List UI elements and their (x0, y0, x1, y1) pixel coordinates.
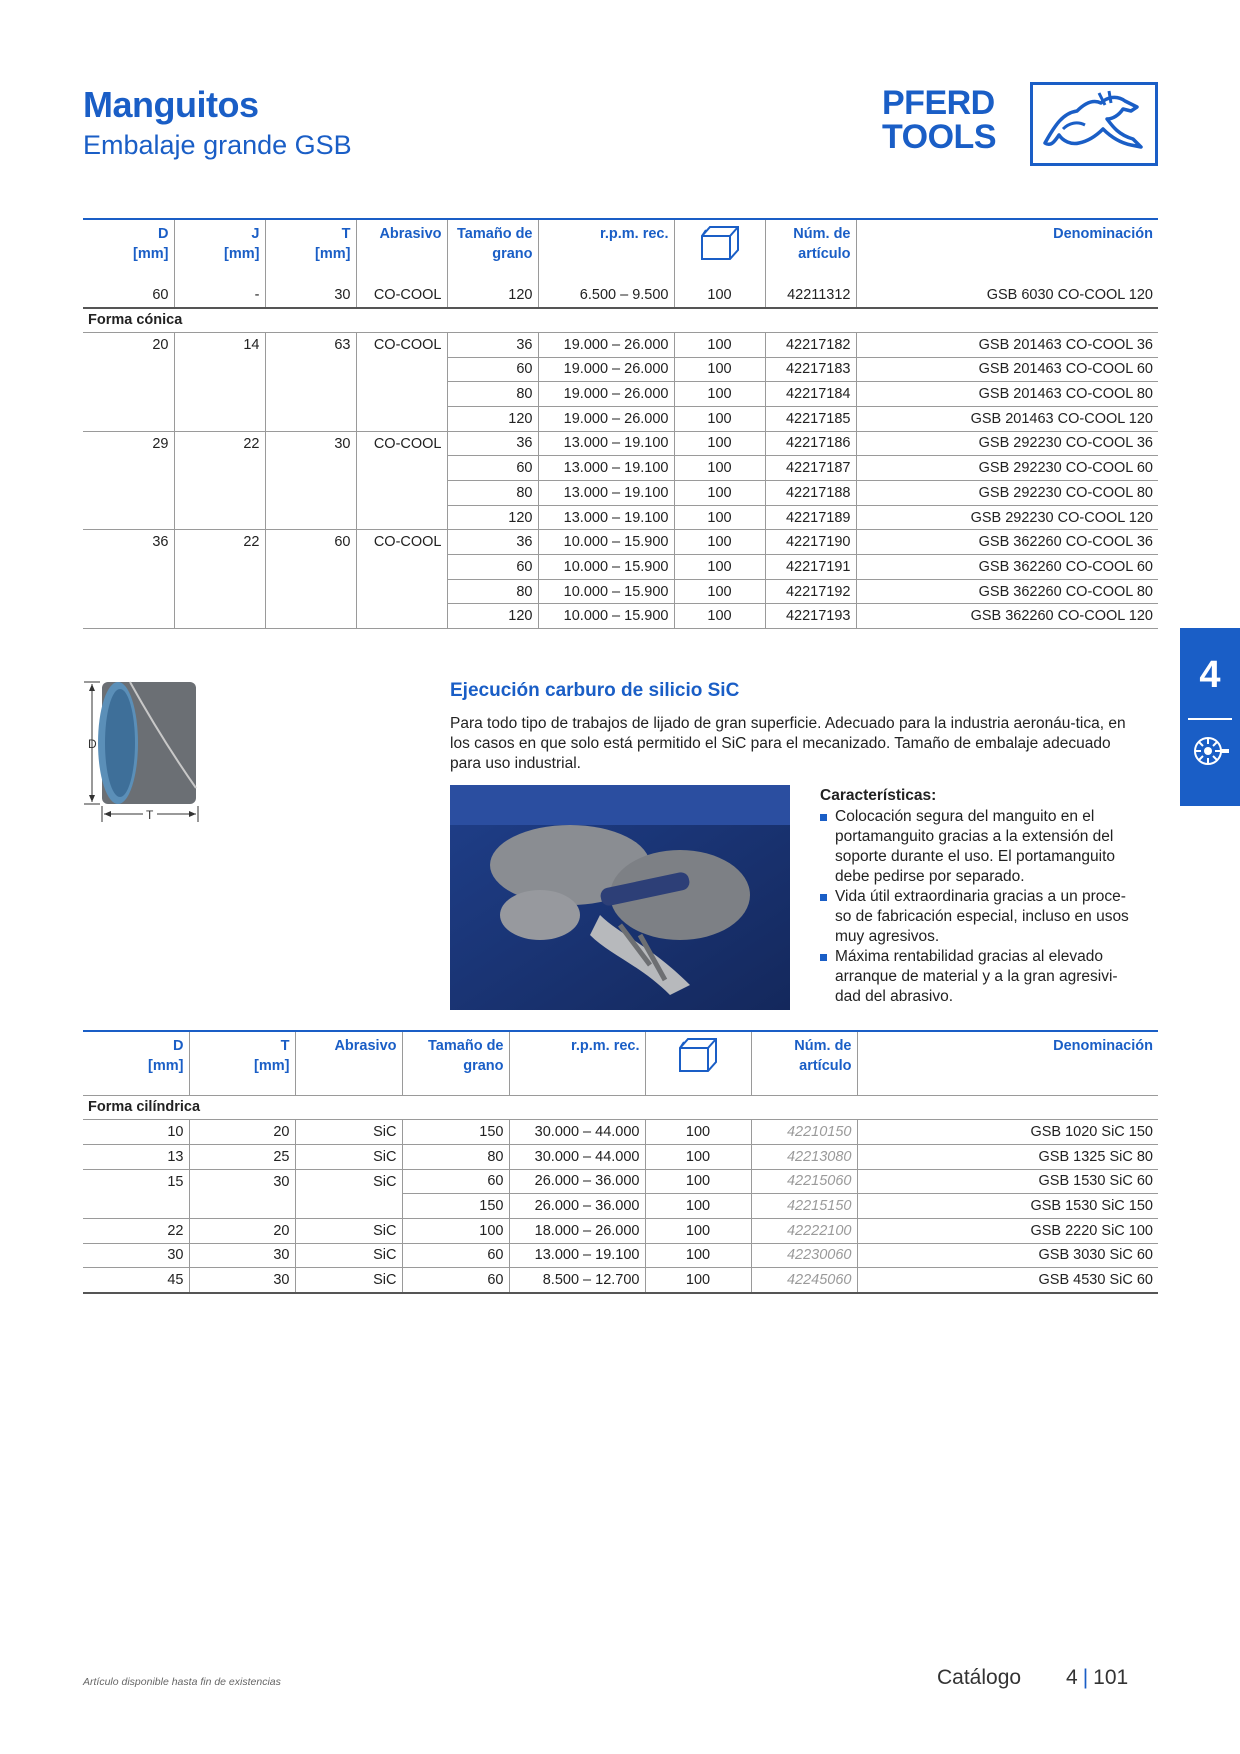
cell-rpm: 13.000 – 19.100 (538, 505, 674, 530)
col-num: Núm. de artículo (765, 219, 856, 283)
cell-rpm: 19.000 – 26.000 (538, 332, 674, 357)
cell-grano: 36 (447, 332, 538, 357)
cell-denom: GSB 4530 SiC 60 (857, 1268, 1158, 1293)
cell-d: 60 (83, 283, 174, 308)
cell-article: 42217184 (765, 382, 856, 407)
cell-j (174, 357, 265, 382)
cell-pack: 100 (674, 332, 765, 357)
cell-grano: 60 (402, 1243, 509, 1268)
col-denom: Denominación (1053, 226, 1153, 242)
cell-abrasivo (356, 604, 447, 629)
cell-abrasivo (356, 579, 447, 604)
cell-denom: GSB 362260 CO-COOL 60 (856, 555, 1158, 580)
cell-grano: 80 (447, 481, 538, 506)
cell-d (83, 357, 174, 382)
cell-article: 42217191 (765, 555, 856, 580)
cell-j (174, 505, 265, 530)
cell-article: 42217185 (765, 406, 856, 431)
cell-article: 42245060 (751, 1268, 857, 1293)
table-row (83, 456, 1158, 481)
cell-pack: 100 (674, 530, 765, 555)
cell-denom: GSB 2220 SiC 100 (857, 1218, 1158, 1243)
table-row (83, 579, 1158, 604)
cell-article: 42217193 (765, 604, 856, 629)
col-denom: Denominación (1053, 1038, 1153, 1054)
col-num: Núm. de artículo (751, 1031, 857, 1095)
cell-d (83, 382, 174, 407)
cell-j (174, 579, 265, 604)
cell-grano: 120 (447, 406, 538, 431)
cell-abrasivo: SiC (295, 1268, 402, 1293)
logo-text: PFERD TOOLS (882, 84, 996, 156)
cell-j: - (174, 283, 265, 308)
cell-denom: GSB 201463 CO-COOL 36 (856, 332, 1158, 357)
cell-d: 36 (83, 530, 174, 555)
cell-grano: 60 (402, 1268, 509, 1293)
col-d: D [mm] (83, 1031, 189, 1095)
cell-pack: 100 (645, 1144, 751, 1169)
section-row (83, 1095, 1158, 1120)
cell-article: 42217187 (765, 456, 856, 481)
svg-text:T: T (146, 808, 154, 822)
cell-article: 42217190 (765, 530, 856, 555)
sleeve-dimension-drawing (80, 678, 230, 828)
cell-pack: 100 (674, 456, 765, 481)
cell-d (83, 406, 174, 431)
col-rpm: r.p.m. rec. (509, 1031, 645, 1095)
cell-article: 42215150 (751, 1194, 857, 1219)
table-row (83, 505, 1158, 530)
cell-pack: 100 (645, 1194, 751, 1219)
chapter-number: 4 (1199, 654, 1221, 696)
cell-abrasivo (356, 406, 447, 431)
table-row (83, 1144, 1158, 1169)
cell-pack: 100 (674, 579, 765, 604)
section-row (83, 308, 1158, 333)
cell-d: 45 (83, 1268, 189, 1293)
cell-j (174, 456, 265, 481)
cell-d (83, 505, 174, 530)
chapter-tab[interactable] (1180, 628, 1240, 806)
cell-rpm: 30.000 – 44.000 (509, 1144, 645, 1169)
table-row (83, 1194, 1158, 1219)
col-abrasivo: Abrasivo (356, 219, 447, 283)
cell-rpm: 19.000 – 26.000 (538, 406, 674, 431)
cell-article: 42215060 (751, 1169, 857, 1194)
cell-rpm: 19.000 – 26.000 (538, 357, 674, 382)
cell-article: 42217188 (765, 481, 856, 506)
cell-grano: 60 (447, 555, 538, 580)
cell-t: 20 (189, 1120, 295, 1145)
cell-grano: 36 (447, 530, 538, 555)
cell-t (265, 481, 356, 506)
svg-text:D: D (88, 737, 97, 751)
cell-t: 30 (189, 1169, 295, 1194)
cell-pack: 100 (674, 505, 765, 530)
table-row (83, 283, 1158, 308)
col-j: J [mm] (174, 219, 265, 283)
section-label: Forma cónica (83, 308, 1158, 333)
cell-grano: 36 (447, 431, 538, 456)
cell-grano: 120 (447, 604, 538, 629)
cell-j (174, 604, 265, 629)
cell-pack: 100 (674, 382, 765, 407)
col-package (674, 219, 765, 283)
cell-abrasivo (356, 555, 447, 580)
cell-d: 30 (83, 1243, 189, 1268)
footer-catalog-label: Catálogo (937, 1666, 1022, 1689)
cell-abrasivo: CO-COOL (356, 283, 447, 308)
cell-t: 30 (189, 1268, 295, 1293)
cell-article: 42210150 (751, 1120, 857, 1145)
cell-pack: 100 (645, 1169, 751, 1194)
chapter-divider (1188, 718, 1232, 720)
cell-grano: 120 (447, 505, 538, 530)
flap-wheel-icon (1192, 732, 1230, 770)
table-row (83, 1243, 1158, 1268)
page-subtitle: Embalaje grande GSB (83, 130, 352, 160)
cell-abrasivo (356, 357, 447, 382)
cell-denom: GSB 292230 CO-COOL 120 (856, 505, 1158, 530)
package-box-icon (677, 1036, 719, 1074)
cell-grano: 80 (447, 579, 538, 604)
cell-denom: GSB 6030 CO-COOL 120 (856, 283, 1158, 308)
cell-t (265, 382, 356, 407)
col-grano: Tamaño de grano (402, 1031, 509, 1095)
table-row (83, 1268, 1158, 1293)
cell-pack: 100 (674, 283, 765, 308)
cell-article: 42230060 (751, 1243, 857, 1268)
cell-abrasivo (295, 1194, 402, 1219)
cell-denom: GSB 3030 SiC 60 (857, 1243, 1158, 1268)
section-description: Para todo tipo de trabajos de lijado de gran superficie. Adecuado para la industria aeronáu-tica, en los casos en que solo está permitido el SiC para el mecanizado. Tamaño de embalaje adecuado para uso industrial. (450, 715, 1126, 772)
cell-abrasivo: SiC (295, 1144, 402, 1169)
cell-rpm: 30.000 – 44.000 (509, 1120, 645, 1145)
cell-denom: GSB 1530 SiC 60 (857, 1169, 1158, 1194)
cell-abrasivo: CO-COOL (356, 431, 447, 456)
cell-j: 22 (174, 530, 265, 555)
cell-d (83, 1194, 189, 1219)
cell-pack: 100 (645, 1218, 751, 1243)
col-d: D [mm] (83, 219, 174, 283)
cell-rpm: 19.000 – 26.000 (538, 382, 674, 407)
cell-rpm: 13.000 – 19.100 (509, 1243, 645, 1268)
table-row (83, 1120, 1158, 1145)
product-usage-photo (450, 785, 790, 1010)
cell-denom: GSB 292230 CO-COOL 60 (856, 456, 1158, 481)
cell-t: 30 (265, 431, 356, 456)
cell-t (265, 505, 356, 530)
cell-abrasivo: SiC (295, 1169, 402, 1194)
feature-item: Colocación segura del manguito en el portamanguito gracias a la extensión del soporte durante el uso. El portamanguito debe pedirse por separado. (820, 807, 1140, 887)
cell-abrasivo (356, 456, 447, 481)
cell-article: 42217189 (765, 505, 856, 530)
cell-pack: 100 (674, 357, 765, 382)
col-grano: Tamaño de grano (447, 219, 538, 283)
cell-d (83, 456, 174, 481)
conical-sleeves-table (83, 218, 1158, 629)
cell-pack: 100 (645, 1268, 751, 1293)
cell-rpm: 18.000 – 26.000 (509, 1218, 645, 1243)
cell-abrasivo: CO-COOL (356, 332, 447, 357)
cell-pack: 100 (674, 604, 765, 629)
package-box-icon (699, 224, 741, 262)
cell-abrasivo (356, 481, 447, 506)
cell-d: 20 (83, 332, 174, 357)
cell-t: 20 (189, 1218, 295, 1243)
cell-d: 29 (83, 431, 174, 456)
cell-denom: GSB 201463 CO-COOL 60 (856, 357, 1158, 382)
cell-article: 42211312 (765, 283, 856, 308)
cell-denom: GSB 292230 CO-COOL 36 (856, 431, 1158, 456)
table-row (83, 357, 1158, 382)
cell-rpm: 6.500 – 9.500 (538, 283, 674, 308)
cell-j (174, 555, 265, 580)
cell-t (265, 357, 356, 382)
cell-d (83, 604, 174, 629)
features-title: Características: (820, 787, 937, 804)
cell-t (265, 579, 356, 604)
cell-denom: GSB 292230 CO-COOL 80 (856, 481, 1158, 506)
cell-denom: GSB 362260 CO-COOL 80 (856, 579, 1158, 604)
cell-d: 13 (83, 1144, 189, 1169)
cell-article: 42217182 (765, 332, 856, 357)
cell-j (174, 382, 265, 407)
cell-rpm: 26.000 – 36.000 (509, 1169, 645, 1194)
cell-t: 60 (265, 530, 356, 555)
cell-d (83, 481, 174, 506)
cell-rpm: 10.000 – 15.900 (538, 604, 674, 629)
cell-abrasivo: SiC (295, 1243, 402, 1268)
col-rpm: r.p.m. rec. (538, 219, 674, 283)
cell-article: 42217186 (765, 431, 856, 456)
cell-rpm: 10.000 – 15.900 (538, 579, 674, 604)
cell-d: 10 (83, 1120, 189, 1145)
table-header-row (83, 1031, 1158, 1095)
col-t: T [mm] (189, 1031, 295, 1095)
table-row (83, 481, 1158, 506)
cell-denom: GSB 1020 SiC 150 (857, 1120, 1158, 1145)
cell-rpm: 13.000 – 19.100 (538, 456, 674, 481)
cell-grano: 150 (402, 1120, 509, 1145)
table-row (83, 530, 1158, 555)
cell-denom: GSB 201463 CO-COOL 120 (856, 406, 1158, 431)
table-row (83, 604, 1158, 629)
cell-pack: 100 (645, 1120, 751, 1145)
table-header-row (83, 219, 1158, 283)
table-row (83, 332, 1158, 357)
cell-grano: 60 (447, 456, 538, 481)
cell-article: 42213080 (751, 1144, 857, 1169)
horse-logo-icon (1030, 82, 1158, 166)
cell-t: 63 (265, 332, 356, 357)
cell-pack: 100 (674, 481, 765, 506)
table-row (83, 382, 1158, 407)
cell-abrasivo (356, 382, 447, 407)
col-package (645, 1031, 751, 1095)
cell-denom: GSB 1325 SiC 80 (857, 1144, 1158, 1169)
cell-grano: 120 (447, 283, 538, 308)
cell-article: 42222100 (751, 1218, 857, 1243)
col-abrasivo: Abrasivo (295, 1031, 402, 1095)
cell-grano: 150 (402, 1194, 509, 1219)
footer-page-number: 4 | 101 (1066, 1666, 1129, 1689)
features-list (820, 807, 1140, 1007)
cell-rpm: 13.000 – 19.100 (538, 481, 674, 506)
cell-grano: 80 (447, 382, 538, 407)
pferd-logo (882, 82, 1158, 166)
cylindrical-sleeves-table (83, 1030, 1158, 1294)
cell-t: 30 (189, 1243, 295, 1268)
table-row (83, 555, 1158, 580)
cell-rpm: 10.000 – 15.900 (538, 555, 674, 580)
cell-rpm: 8.500 – 12.700 (509, 1268, 645, 1293)
cell-grano: 100 (402, 1218, 509, 1243)
cell-t: 30 (265, 283, 356, 308)
cell-rpm: 10.000 – 15.900 (538, 530, 674, 555)
cell-j: 22 (174, 431, 265, 456)
section-label: Forma cilíndrica (83, 1095, 1158, 1120)
cell-grano: 60 (402, 1169, 509, 1194)
cell-article: 42217192 (765, 579, 856, 604)
cell-pack: 100 (645, 1243, 751, 1268)
cell-j (174, 406, 265, 431)
cell-d (83, 555, 174, 580)
cell-t (265, 555, 356, 580)
table-row (83, 431, 1158, 456)
cell-pack: 100 (674, 431, 765, 456)
cell-abrasivo (356, 505, 447, 530)
cell-d (83, 579, 174, 604)
cell-abrasivo: SiC (295, 1120, 402, 1145)
cell-denom: GSB 201463 CO-COOL 80 (856, 382, 1158, 407)
cell-t: 25 (189, 1144, 295, 1169)
feature-item: Máxima rentabilidad gracias al elevado arranque de material y a la gran agresivi-dad del abrasivo. (820, 947, 1140, 1007)
cell-t (265, 604, 356, 629)
cell-denom: GSB 362260 CO-COOL 120 (856, 604, 1158, 629)
cell-grano: 60 (447, 357, 538, 382)
table-row (83, 406, 1158, 431)
cell-article: 42217183 (765, 357, 856, 382)
table-row (83, 1169, 1158, 1194)
col-t: T [mm] (265, 219, 356, 283)
cell-t (189, 1194, 295, 1219)
cell-grano: 80 (402, 1144, 509, 1169)
cell-pack: 100 (674, 555, 765, 580)
cell-j: 14 (174, 332, 265, 357)
cell-abrasivo: SiC (295, 1218, 402, 1243)
cell-rpm: 26.000 – 36.000 (509, 1194, 645, 1219)
cell-pack: 100 (674, 406, 765, 431)
cell-t (265, 406, 356, 431)
cell-d: 22 (83, 1218, 189, 1243)
availability-note: Artículo disponible hasta fin de existencias (83, 1676, 281, 1688)
cell-d: 15 (83, 1169, 189, 1194)
section-heading: Ejecución carburo de silicio SiC (450, 680, 740, 701)
feature-item: Vida útil extraordinaria gracias a un proce-so de fabricación especial, incluso en usos muy agresivos. (820, 887, 1140, 947)
cell-j (174, 481, 265, 506)
cell-abrasivo: CO-COOL (356, 530, 447, 555)
cell-t (265, 456, 356, 481)
table-row (83, 1218, 1158, 1243)
cell-rpm: 13.000 – 19.100 (538, 431, 674, 456)
page-title: Manguitos (83, 84, 259, 125)
cell-denom: GSB 362260 CO-COOL 36 (856, 530, 1158, 555)
cell-denom: GSB 1530 SiC 150 (857, 1194, 1158, 1219)
